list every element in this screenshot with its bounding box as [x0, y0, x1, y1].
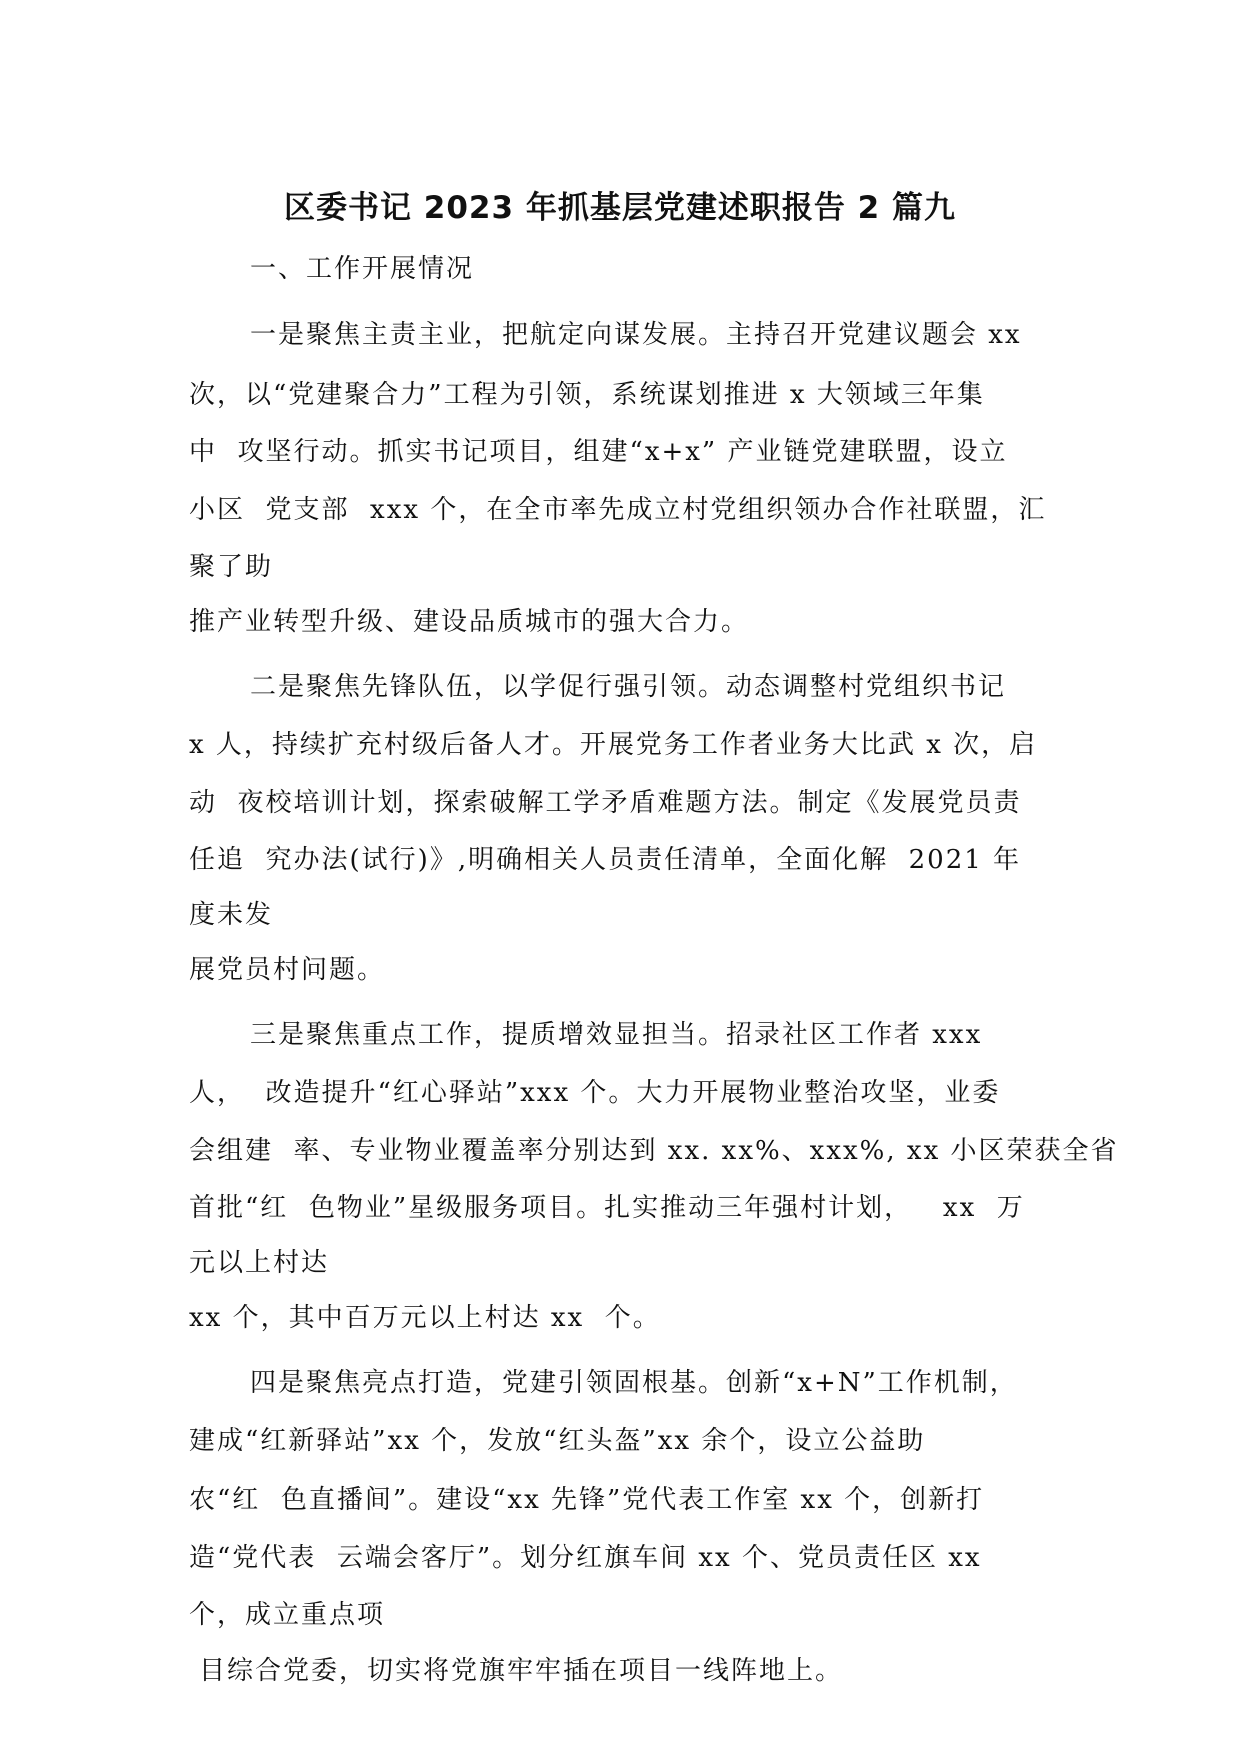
- paragraph-line: 二是聚焦先锋队伍，以学促行强引领。动态调整村党组织书记: [250, 672, 1007, 702]
- paragraph-line: 任追 究办法(试行)》,明确相关人员责任清单，全面化解 2021 年: [189, 845, 1022, 875]
- paragraph-line: 动 夜校培训计划，探索破解工学矛盾难题方法。制定《发展党员责: [189, 788, 1022, 818]
- paragraph-line: 四是聚焦亮点打造，党建引领固根基。创新“x+N”工作机制，: [250, 1368, 1018, 1398]
- paragraph-line: 小区 党支部 xxx 个，在全市率先成立村党组织领办合作社联盟，汇: [189, 495, 1047, 525]
- paragraph-line: 会组建 率、专业物业覆盖率分别达到 xx. xx%、xxx%, xx 小区荣获全省: [189, 1136, 1119, 1166]
- section-heading: 一、工作开展情况: [250, 254, 475, 284]
- paragraph-line: 一是聚焦主责主业，把航定向谋发展。主持召开党建议题会 xx: [250, 320, 1022, 350]
- paragraph-line: 三是聚焦重点工作，提质增效显担当。招录社区工作者 xxx: [250, 1020, 983, 1050]
- paragraph-line: 建成“红新驿站”xx 个，发放“红头盔”xx 余个，设立公益助: [189, 1426, 926, 1456]
- paragraph-line: 展党员村问题。: [189, 955, 386, 985]
- paragraph-line: 目综合党委，切实将党旗牢牢插在项目一线阵地上。: [199, 1656, 844, 1686]
- paragraph-line: x 人，持续扩充村级后备人才。开展党务工作者业务大比武 x 次，启: [189, 730, 1038, 760]
- paragraph-line: 推产业转型升级、建设品质城市的强大合力。: [189, 607, 750, 637]
- paragraph-line: xx 个，其中百万元以上村达 xx 个。: [189, 1303, 661, 1333]
- paragraph-line: 人， 改造提升“红心驿站”xxx 个。大力开展物业整治攻坚，业委: [189, 1078, 1001, 1108]
- paragraph-line: 次，以“党建聚合力”工程为引领，系统谋划推进 x 大领域三年集: [189, 380, 985, 410]
- paragraph-line: 个，成立重点项: [189, 1600, 386, 1630]
- paragraph-line: 农“红 色直播间”。建设“xx 先锋”党代表工作室 xx 个，创新打: [189, 1485, 985, 1515]
- paragraph-line: 元以上村达: [189, 1248, 330, 1278]
- document-title: 区委书记 2023 年抓基层党建述职报告 2 篇九: [283, 190, 957, 226]
- paragraph-line: 中 攻坚行动。抓实书记项目，组建“x+x” 产业链党建联盟，设立: [189, 437, 1008, 467]
- paragraph-line: 首批“红 色物业”星级服务项目。扎实推动三年强村计划， xx 万: [189, 1193, 1025, 1223]
- paragraph-line: 聚了助: [189, 552, 274, 582]
- paragraph-line: 造“党代表 云端会客厅”。划分红旗车间 xx 个、党员责任区 xx: [189, 1543, 982, 1573]
- paragraph-line: 度未发: [189, 900, 274, 930]
